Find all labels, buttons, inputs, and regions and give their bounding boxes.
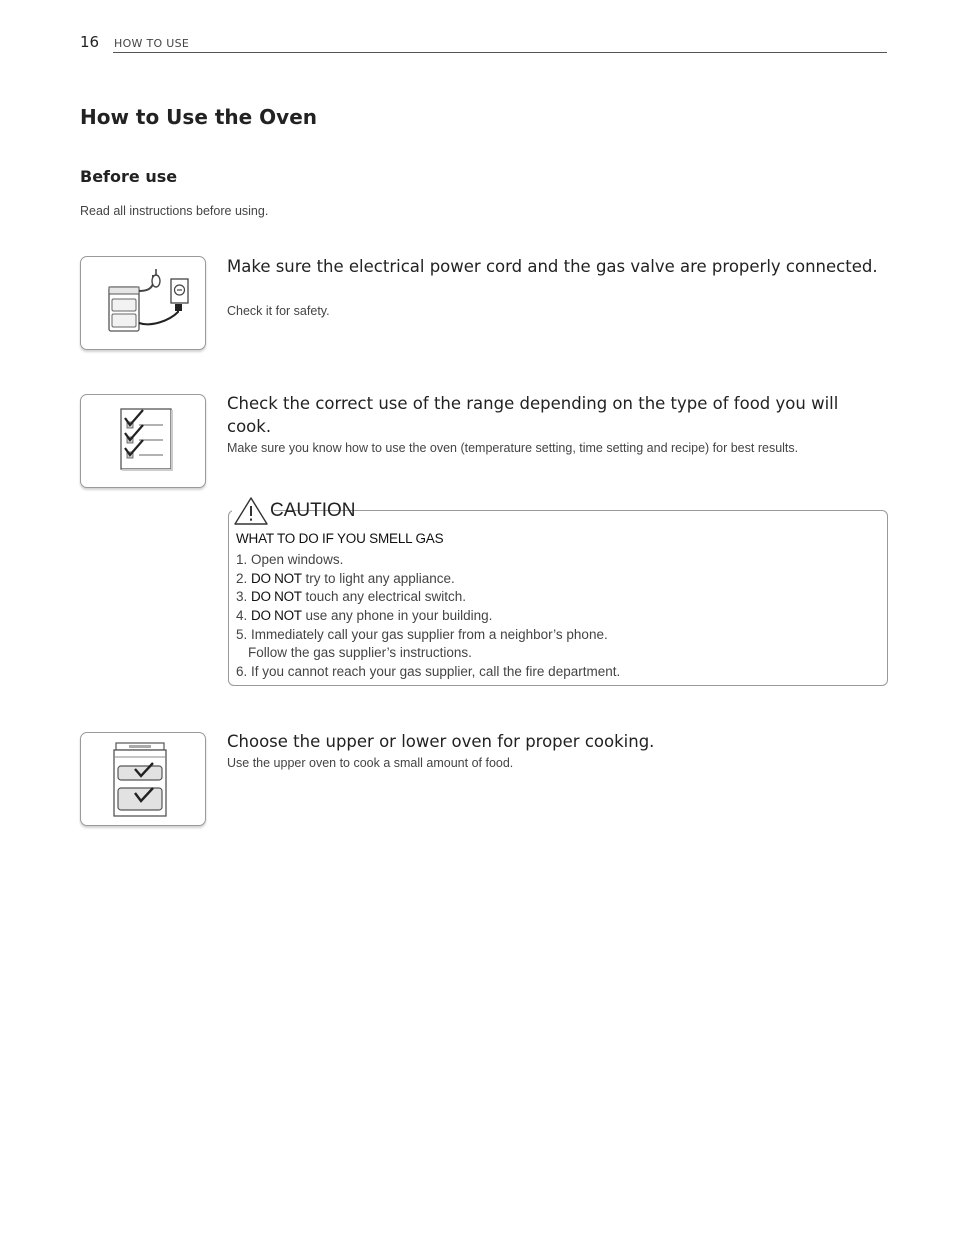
intro-text: Read all instructions before using. bbox=[80, 204, 269, 218]
page-title: How to Use the Oven bbox=[80, 105, 318, 129]
caution-item: 5. Immediately call your gas supplier from a neighbor’s phone. bbox=[236, 626, 608, 642]
section-label: HOW TO USE bbox=[114, 37, 190, 50]
caution-subtitle: WHAT TO DO IF YOU SMELL GAS bbox=[236, 531, 444, 546]
header-divider bbox=[113, 52, 887, 53]
gas-power-connection-icon bbox=[80, 256, 206, 350]
oven-select-icon bbox=[80, 732, 206, 826]
step-1-note: Check it for safety. bbox=[227, 304, 330, 318]
caution-title: CAUTION bbox=[270, 500, 356, 521]
page-number: 16 bbox=[80, 33, 100, 51]
do-not-label: DO NOT bbox=[251, 589, 302, 605]
step-1-heading: Make sure the electrical power cord and the gas valve are properly connected. bbox=[227, 257, 878, 276]
caution-item: 2. DO NOT try to light any appliance. bbox=[236, 570, 455, 586]
caution-item: 6. If you cannot reach your gas supplier, call the fire department. bbox=[236, 664, 621, 680]
step-2-note: Make sure you know how to use the oven (temperature setting, time setting and recipe) for best results. bbox=[227, 441, 799, 455]
do-not-label: DO NOT bbox=[251, 570, 302, 586]
caution-list bbox=[236, 551, 620, 682]
do-not-label: DO NOT bbox=[251, 608, 302, 624]
sub-heading: Before use bbox=[80, 167, 178, 186]
checklist-icon bbox=[80, 394, 206, 488]
warning-triangle-icon bbox=[234, 496, 268, 526]
step-2-heading: Check the correct use of the range depending on the type of food you will cook. bbox=[227, 394, 839, 436]
caution-item: 4. DO NOT use any phone in your building. bbox=[236, 608, 493, 624]
caution-item: 1. Open windows. bbox=[236, 552, 344, 567]
step-3-note: Use the upper oven to cook a small amount of food. bbox=[227, 756, 514, 770]
caution-item: 3. DO NOT touch any electrical switch. bbox=[236, 589, 467, 605]
caution-legend bbox=[232, 496, 274, 526]
caution-item-continued: Follow the gas supplier’s instructions. bbox=[248, 645, 472, 661]
step-3-heading: Choose the upper or lower oven for proper cooking. bbox=[227, 732, 655, 751]
